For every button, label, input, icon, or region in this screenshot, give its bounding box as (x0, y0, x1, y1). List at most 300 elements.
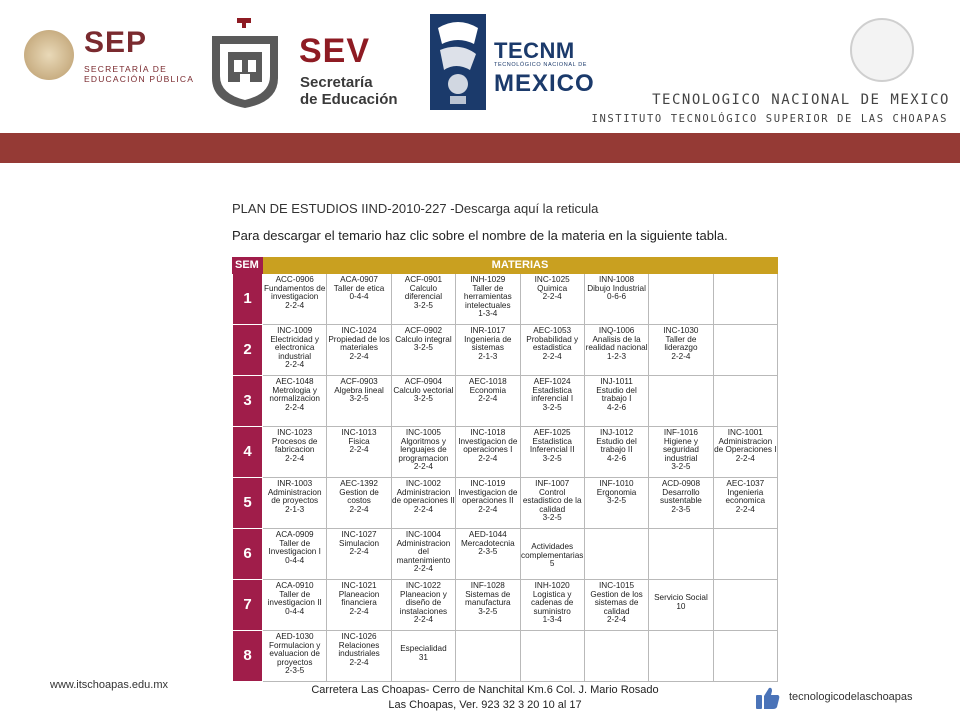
subject-credits: 3-2-5 (478, 606, 498, 616)
document-instruction: Para descargar el temario haz clic sobre el nombre de la materia en la siguiente tabla. (232, 228, 728, 243)
subject-content (456, 478, 519, 514)
subject-code: INC-1019 (470, 479, 506, 488)
institution-line-2: INSTITUTO TECNOLÓGICO SUPERIOR DE LAS CHOAPAS (591, 113, 948, 125)
subject-credits: 1-3-4 (542, 615, 562, 625)
address-line-1: Carretera Las Choapas- Cerro de Nanchital Km.6 Col. J. Mario Rosado (311, 684, 659, 696)
plan-title: PLAN DE ESTUDIOS IIND-2010-227 (232, 201, 447, 216)
subject-credits: 0-6-6 (607, 292, 627, 302)
empty-cell (649, 631, 713, 682)
subject-code: ACD-0908 (661, 479, 701, 488)
subject-code: INC-1005 (405, 428, 441, 437)
subject-credits: 2-2-4 (349, 606, 369, 616)
subject-cell[interactable] (327, 478, 391, 529)
subject-code: INF-1016 (663, 428, 698, 437)
subject-credits: 2-2-4 (349, 445, 369, 455)
subject-name: Taller de etica (333, 283, 385, 293)
subject-content (392, 427, 455, 472)
subject-code: AED-1044 (468, 530, 507, 539)
empty-cell (713, 529, 777, 580)
subject-name: Administracion de proyectos (267, 487, 322, 506)
sep-wordmark: SEP (84, 26, 148, 59)
subject-code: INF-1010 (599, 479, 634, 488)
subject-name: Gestion de los sistemas de calidad (590, 589, 643, 616)
subject-name: Administracion de operaciones II (392, 487, 455, 506)
subject-credits: 3-2-5 (542, 402, 562, 412)
subject-credits: 2-2-4 (413, 462, 433, 472)
subject-content (585, 376, 648, 412)
tecnm-country: MEXICO (494, 70, 595, 97)
empty-cell (713, 274, 777, 325)
subject-name: Ingenieria economica (725, 487, 766, 506)
subject-name: Logistica y cadenas de suministro (531, 589, 574, 616)
subject-credits: 3-2-5 (413, 343, 433, 353)
subject-credits: 0-4-4 (349, 292, 369, 302)
subject-code: INC-1026 (341, 632, 377, 641)
semester-row (233, 580, 778, 631)
semester-number: 4 (233, 427, 263, 478)
header-band (0, 133, 960, 163)
subject-content (263, 529, 326, 565)
subject-credits: 2-2-4 (413, 504, 433, 514)
subject-credits: 2-1-3 (478, 351, 498, 361)
subject-name: Fundamentos de investigacion (263, 283, 326, 302)
subject-name: Calculo vectorial (393, 385, 454, 395)
subject-content (392, 274, 455, 310)
subject-name: Estudio del trabajo I (596, 385, 637, 404)
subject-content (392, 631, 455, 662)
subject-name: Desarrollo sustentable (659, 487, 702, 506)
subject-content (714, 427, 777, 463)
semester-number: 8 (233, 631, 263, 682)
download-link[interactable]: -Descarga aquí la reticula (446, 201, 599, 216)
subject-content (521, 529, 584, 569)
thumbs-up-icon[interactable] (755, 686, 781, 710)
semester-number: 6 (233, 529, 263, 580)
subject-name: Estadistica inferencial I (531, 385, 574, 404)
subject-cell[interactable] (456, 580, 520, 631)
subject-name: Calculo diferencial (404, 283, 443, 302)
subject-cell[interactable] (456, 529, 520, 580)
subject-credits: 3-2-5 (542, 513, 562, 523)
semester-row (233, 427, 778, 478)
semester-number: 5 (233, 478, 263, 529)
subject-code: INC-1013 (341, 428, 377, 437)
subject-cell[interactable] (263, 376, 327, 427)
subject-content (392, 478, 455, 514)
subject-content (263, 274, 326, 310)
subject-content (456, 580, 519, 616)
subject-code: AEC-1392 (340, 479, 378, 488)
subject-code: AEF-1024 (533, 377, 571, 386)
subject-cell[interactable] (456, 376, 520, 427)
subject-name: Especialidad (400, 644, 447, 653)
subject-name: Actividades complementarias (521, 542, 584, 560)
subject-cell[interactable] (649, 580, 713, 631)
subject-name: Calculo integral (395, 334, 452, 344)
subject-content (263, 427, 326, 463)
subject-credits: 2-2-4 (542, 292, 562, 302)
subject-name: Algoritmos y lenguajes de programacion (398, 436, 449, 463)
empty-cell (456, 631, 520, 682)
tecnm-wordmark: TECNM (494, 38, 575, 63)
subject-credits: 2-2-4 (478, 453, 498, 463)
subject-name: Fisica (348, 436, 370, 446)
subject-cell[interactable] (327, 529, 391, 580)
empty-cell (649, 376, 713, 427)
subject-cell[interactable] (649, 325, 713, 376)
subject-name: Servicio Social (654, 593, 708, 602)
subject-cell[interactable] (649, 478, 713, 529)
subject-credits: 31 (418, 652, 428, 662)
empty-cell (713, 631, 777, 682)
subject-cell[interactable] (584, 376, 648, 427)
subject-credits: 2-2-4 (349, 547, 369, 557)
empty-cell (649, 274, 713, 325)
subject-name: Control estadistico de la calidad (522, 487, 582, 514)
subject-name: Procesos de fabricacion (271, 436, 318, 455)
subject-credits: 4-2-6 (607, 402, 627, 412)
subject-credits: 2-2-4 (285, 300, 305, 310)
subject-code: ACA-0910 (275, 581, 314, 590)
subject-credits: 1-3-4 (478, 309, 498, 319)
subject-name: Planeacion y diseño de instalaciones (399, 589, 448, 616)
empty-cell (713, 376, 777, 427)
materias-header: MATERIAS (263, 258, 778, 274)
subject-name: Planeacion financiera (338, 589, 380, 608)
subject-name: Gestion de costos (339, 487, 379, 506)
subject-name: Metrologia y normalizacion (269, 385, 320, 404)
semester-row (233, 529, 778, 580)
subject-code: INH-1029 (470, 275, 506, 284)
subject-credits: 2-2-4 (349, 504, 369, 514)
subject-cell[interactable] (520, 325, 584, 376)
subject-credits: 2-2-4 (349, 351, 369, 361)
subject-name: Electricidad y electronica industrial (270, 334, 320, 361)
subject-code: INR-1003 (277, 479, 313, 488)
subject-cell[interactable] (391, 631, 455, 682)
subject-cell[interactable] (391, 478, 455, 529)
subject-code: ACC-0906 (275, 275, 314, 284)
subject-code: INC-1025 (534, 275, 570, 284)
empty-cell (649, 529, 713, 580)
subject-cell[interactable] (520, 580, 584, 631)
subject-content (327, 325, 390, 361)
subject-name: Probabilidad y estadistica (526, 334, 579, 353)
social-handle[interactable]: tecnologicodelaschoapas (789, 691, 913, 703)
subject-code: AEF-1025 (533, 428, 571, 437)
subject-code: INJ-1011 (600, 377, 633, 386)
subject-content (263, 376, 326, 412)
subject-name: Algebra lineal (334, 385, 384, 395)
sev-wordmark: SEV (299, 32, 371, 70)
subject-name: Quimica (537, 283, 568, 293)
subject-name: Simulacion (339, 538, 380, 548)
subject-content (327, 631, 390, 667)
subject-cell[interactable] (327, 631, 391, 682)
subject-code: AEC-1037 (726, 479, 765, 488)
subject-code: INC-1009 (277, 326, 313, 335)
subject-name: Dibujo Industrial (587, 283, 646, 293)
subject-cell[interactable] (584, 427, 648, 478)
subject-cell[interactable] (327, 274, 391, 325)
subject-credits: 2-2-4 (285, 360, 305, 370)
subject-content (714, 478, 777, 514)
study-plan-document (224, 197, 786, 683)
subject-name: Estudio del trabajo II (596, 436, 637, 455)
subject-name: Taller de liderazgo (664, 334, 698, 353)
subject-credits: 1-2-3 (607, 351, 627, 361)
subject-cell[interactable] (263, 274, 327, 325)
subject-content (585, 325, 648, 361)
subject-content (521, 478, 584, 523)
subject-content (649, 478, 712, 514)
subject-cell[interactable] (649, 427, 713, 478)
sev-subtitle: Secretaría de Educación (300, 74, 398, 108)
subject-code: ACA-0907 (340, 275, 378, 284)
subject-cell[interactable] (391, 376, 455, 427)
subject-code: INC-1018 (470, 428, 506, 437)
subject-code: ACF-0901 (404, 275, 443, 284)
sev-logo (204, 18, 404, 110)
subject-name: Propiedad de los materiales (328, 334, 390, 353)
subject-cell[interactable] (263, 631, 327, 682)
subject-credits: 2-2-4 (735, 504, 755, 514)
subject-cell[interactable] (520, 478, 584, 529)
subject-cell[interactable] (391, 274, 455, 325)
subject-code: INC-1015 (599, 581, 635, 590)
subject-code: ACA-0909 (275, 530, 314, 539)
subject-code: INC-1027 (341, 530, 377, 539)
subject-cell[interactable] (391, 325, 455, 376)
subject-credits: 2-2-4 (285, 402, 305, 412)
subject-content (456, 427, 519, 463)
subject-code: INN-1008 (599, 275, 635, 284)
semester-row (233, 478, 778, 529)
subject-credits: 3-2-5 (413, 394, 433, 404)
subject-code: INC-1030 (663, 326, 699, 335)
subject-code: INF-1007 (535, 479, 570, 488)
eagle-warrior-icon (430, 14, 486, 110)
document-title (232, 201, 598, 216)
subject-content (392, 325, 455, 353)
subject-code: INH-1020 (534, 581, 570, 590)
mexico-seal-icon (24, 30, 74, 80)
subject-content (392, 529, 455, 574)
subject-content (327, 274, 390, 302)
sem-header: SEM (233, 258, 263, 274)
subject-cell[interactable] (456, 478, 520, 529)
subject-cell[interactable] (584, 580, 648, 631)
subject-cell[interactable] (520, 376, 584, 427)
subject-name: Taller de Investigacion I (268, 538, 321, 557)
subject-content (327, 529, 390, 557)
subject-cell[interactable] (584, 478, 648, 529)
subject-content (521, 274, 584, 302)
subject-cell[interactable] (327, 580, 391, 631)
subject-cell[interactable] (263, 529, 327, 580)
subject-code: INC-1023 (277, 428, 313, 437)
subject-cell[interactable] (391, 580, 455, 631)
subject-credits: 2-2-4 (735, 453, 755, 463)
subject-name: Higiene y seguridad industrial (662, 436, 699, 463)
subject-credits: 2-3-5 (285, 666, 305, 676)
semester-row (233, 631, 778, 682)
subject-name: Ergonomia (596, 487, 637, 497)
subject-code: INC-1001 (727, 428, 763, 437)
subject-content (521, 580, 584, 625)
subject-credits: 2-2-4 (349, 657, 369, 667)
subject-credits: 5 (549, 559, 555, 569)
subject-credits: 2-2-4 (413, 564, 433, 574)
subject-cell[interactable] (713, 478, 777, 529)
subject-code: AEC-1018 (468, 377, 507, 386)
subject-code: INF-1028 (470, 581, 505, 590)
subject-credits: 2-2-4 (671, 351, 691, 361)
subject-name: Administracion del mantenimiento (396, 538, 451, 565)
sep-subtitle: SECRETARÍA DE EDUCACIÓN PÚBLICA (84, 64, 195, 84)
subject-credits: 3-2-5 (413, 300, 433, 310)
subject-name: Estadistica Inferencial II (529, 436, 575, 455)
subject-cell[interactable] (263, 325, 327, 376)
subject-content (456, 376, 519, 404)
subject-name: Formulacion y evaluacion de proyectos (268, 640, 321, 667)
subject-code: INC-1002 (405, 479, 441, 488)
subject-name: Ingenieria de sistemas (464, 334, 512, 353)
subject-name: Administracion de Operaciones I (714, 436, 777, 455)
subject-code: ACF-0904 (404, 377, 443, 386)
semester-number: 2 (233, 325, 263, 376)
empty-cell (713, 580, 777, 631)
subject-cell[interactable] (263, 427, 327, 478)
subject-credits: 10 (676, 601, 686, 611)
subject-cell[interactable] (456, 274, 520, 325)
subject-cell[interactable] (327, 427, 391, 478)
subject-name: Taller de herramientas intelectuales (463, 283, 512, 310)
subject-cell[interactable] (327, 376, 391, 427)
subject-credits: 2-2-4 (542, 351, 562, 361)
subject-credits: 2-2-4 (478, 394, 498, 404)
subject-cell[interactable] (713, 427, 777, 478)
subject-code: INC-1004 (405, 530, 441, 539)
subject-content (585, 478, 648, 506)
subject-content (263, 580, 326, 616)
subject-name: Economia (469, 385, 507, 395)
subject-content (521, 376, 584, 412)
subject-content (521, 427, 584, 463)
semester-number: 3 (233, 376, 263, 427)
semester-row (233, 325, 778, 376)
subject-credits: 2-2-4 (607, 615, 627, 625)
subject-code: INC-1024 (341, 326, 377, 335)
subject-credits: 0-4-4 (285, 555, 305, 565)
tecnm-logo (430, 14, 595, 110)
subject-content (456, 325, 519, 361)
veracruz-shield-icon (204, 18, 286, 110)
subject-content (263, 325, 326, 370)
subject-content (392, 376, 455, 404)
institution-line-1: TECNOLOGICO NACIONAL DE MEXICO (652, 92, 950, 108)
subject-name: Analisis de la realidad nacional (585, 334, 648, 353)
subject-credits: 4-2-6 (607, 453, 627, 463)
subject-cell[interactable] (584, 325, 648, 376)
semester-row (233, 274, 778, 325)
subject-cell[interactable] (456, 325, 520, 376)
subject-credits: 3-2-5 (542, 453, 562, 463)
subject-content (649, 580, 712, 611)
subject-cell[interactable] (263, 478, 327, 529)
subject-cell[interactable] (520, 427, 584, 478)
subject-content (327, 376, 390, 404)
subject-credits: 2-1-3 (285, 504, 305, 514)
subject-name: Taller de investigacion II (267, 589, 322, 608)
subject-content (585, 274, 648, 302)
website-link[interactable]: www.itschoapas.edu.mx (50, 679, 168, 691)
subject-content (649, 427, 712, 472)
subject-cell[interactable] (327, 325, 391, 376)
empty-cell (584, 631, 648, 682)
subject-content (521, 325, 584, 361)
semester-row (233, 376, 778, 427)
subject-content (263, 478, 326, 514)
subject-cell[interactable] (520, 529, 584, 580)
subject-credits: 3-2-5 (671, 462, 691, 472)
subject-credits: 2-2-4 (413, 615, 433, 625)
subject-code: INQ-1006 (598, 326, 635, 335)
address (230, 683, 740, 713)
subject-code: AEC-1048 (275, 377, 314, 386)
empty-cell (520, 631, 584, 682)
subject-credits: 3-2-5 (607, 496, 627, 506)
subject-code: INC-1022 (405, 581, 441, 590)
subject-cell[interactable] (391, 529, 455, 580)
subject-credits: 2-3-5 (478, 547, 498, 557)
semester-number: 1 (233, 274, 263, 325)
semester-number: 7 (233, 580, 263, 631)
subject-content (585, 427, 648, 463)
curriculum-table (232, 257, 778, 682)
subject-cell[interactable] (456, 427, 520, 478)
empty-cell (584, 529, 648, 580)
subject-credits: 2-3-5 (671, 504, 691, 514)
subject-code: ACF-0902 (404, 326, 443, 335)
subject-code: INC-1021 (341, 581, 377, 590)
empty-cell (713, 325, 777, 376)
subject-content (456, 529, 519, 557)
subject-name: Mercadotecnia (460, 538, 515, 548)
subject-code: AED-1030 (275, 632, 314, 641)
subject-cell[interactable] (520, 274, 584, 325)
subject-credits: 2-2-4 (478, 504, 498, 514)
subject-content (327, 427, 390, 455)
subject-credits: 3-2-5 (349, 394, 369, 404)
sep-logo (24, 26, 195, 88)
subject-content (456, 274, 519, 319)
subject-cell[interactable] (263, 580, 327, 631)
subject-content (327, 580, 390, 616)
subject-content (585, 580, 648, 625)
subject-cell[interactable] (584, 274, 648, 325)
subject-cell[interactable] (391, 427, 455, 478)
subject-content (327, 478, 390, 514)
subject-content (263, 631, 326, 676)
tecnm-tiny-text: TECNOLÓGICO NACIONAL DE (494, 62, 588, 68)
address-line-2: Las Choapas, Ver. 923 32 3 20 10 al 17 (388, 699, 582, 711)
subject-code: INR-1017 (470, 326, 506, 335)
subject-content (649, 325, 712, 361)
subject-credits: 2-2-4 (285, 453, 305, 463)
subject-code: ACF-0903 (340, 377, 378, 386)
subject-content (392, 580, 455, 625)
